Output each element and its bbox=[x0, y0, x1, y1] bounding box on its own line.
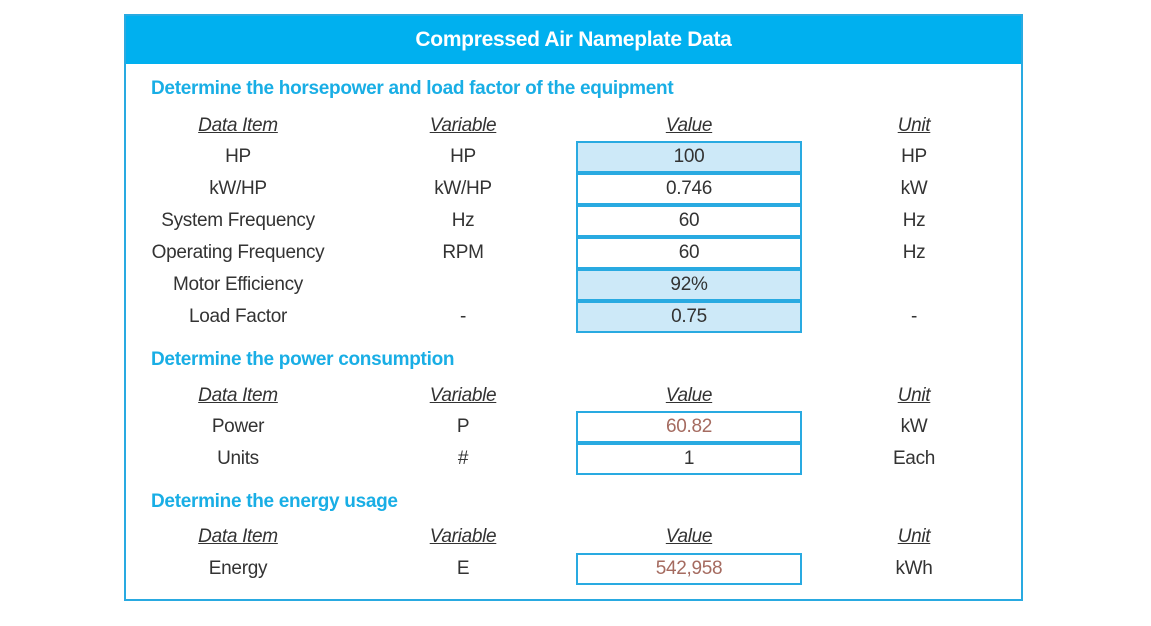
row-item-label: kW/HP bbox=[209, 178, 267, 199]
energy-value-cell[interactable]: 542,958 bbox=[576, 553, 802, 585]
section-title-energy: Determine the energy usage bbox=[151, 491, 398, 512]
column-header-row bbox=[126, 110, 1021, 142]
header-value: Value bbox=[665, 115, 713, 136]
hp-value-input[interactable]: 100 bbox=[576, 141, 802, 173]
row-variable: kW/HP bbox=[434, 178, 492, 199]
header-data-item: Data Item bbox=[198, 385, 278, 406]
header-value: Value bbox=[665, 526, 713, 547]
kw-per-hp-value-cell[interactable]: 0.746 bbox=[576, 173, 802, 205]
row-item-label: Energy bbox=[208, 558, 268, 579]
table-row bbox=[126, 411, 1021, 443]
row-unit: - bbox=[910, 306, 918, 327]
table-row bbox=[126, 553, 1021, 585]
section-title-horsepower: Determine the horsepower and load factor of the equipment bbox=[151, 78, 674, 99]
row-variable: Hz bbox=[451, 210, 475, 231]
panel-title: Compressed Air Nameplate Data bbox=[126, 16, 1021, 64]
row-variable: HP bbox=[450, 146, 476, 167]
table-row bbox=[126, 141, 1021, 173]
row-unit: kW bbox=[900, 416, 928, 437]
table-row bbox=[126, 269, 1021, 301]
row-variable: # bbox=[457, 448, 469, 469]
row-item-label: System Frequency bbox=[161, 210, 315, 231]
row-variable: P bbox=[456, 416, 470, 437]
row-unit: kWh bbox=[895, 558, 933, 579]
table-row bbox=[126, 301, 1021, 333]
table-row bbox=[126, 237, 1021, 269]
table-row bbox=[126, 443, 1021, 475]
row-variable: - bbox=[459, 306, 467, 327]
table-row bbox=[126, 173, 1021, 205]
row-variable bbox=[363, 269, 563, 301]
column-header-row bbox=[126, 521, 1021, 553]
column-header-row bbox=[126, 380, 1021, 412]
row-unit: kW bbox=[900, 178, 928, 199]
header-unit: Unit bbox=[897, 115, 931, 136]
nameplate-panel bbox=[124, 14, 1023, 601]
row-item-label: HP bbox=[225, 146, 251, 167]
load-factor-value-input[interactable]: 0.75 bbox=[576, 301, 802, 333]
table-row bbox=[126, 205, 1021, 237]
row-unit: HP bbox=[901, 146, 927, 167]
row-item-label: Power bbox=[211, 416, 265, 437]
header-data-item: Data Item bbox=[198, 115, 278, 136]
header-variable: Variable bbox=[429, 115, 497, 136]
row-variable: RPM bbox=[442, 242, 484, 263]
header-value: Value bbox=[665, 385, 713, 406]
row-unit: Hz bbox=[902, 210, 926, 231]
row-item-label: Units bbox=[217, 448, 259, 469]
header-variable: Variable bbox=[429, 385, 497, 406]
power-value-cell[interactable]: 60.82 bbox=[576, 411, 802, 443]
row-unit bbox=[814, 269, 1014, 301]
row-unit: Hz bbox=[902, 242, 926, 263]
row-unit: Each bbox=[892, 448, 936, 469]
system-frequency-value-cell[interactable]: 60 bbox=[576, 205, 802, 237]
header-data-item: Data Item bbox=[198, 526, 278, 547]
section-title-power: Determine the power consumption bbox=[151, 349, 455, 370]
row-item-label: Motor Efficiency bbox=[172, 274, 303, 295]
row-item-label: Load Factor bbox=[188, 306, 288, 327]
motor-efficiency-value-input[interactable]: 92% bbox=[576, 269, 802, 301]
row-item-label: Operating Frequency bbox=[151, 242, 325, 263]
header-variable: Variable bbox=[429, 526, 497, 547]
units-value-cell[interactable]: 1 bbox=[576, 443, 802, 475]
header-unit: Unit bbox=[897, 526, 931, 547]
header-unit: Unit bbox=[897, 385, 931, 406]
row-variable: E bbox=[456, 558, 470, 579]
operating-frequency-value-cell[interactable]: 60 bbox=[576, 237, 802, 269]
